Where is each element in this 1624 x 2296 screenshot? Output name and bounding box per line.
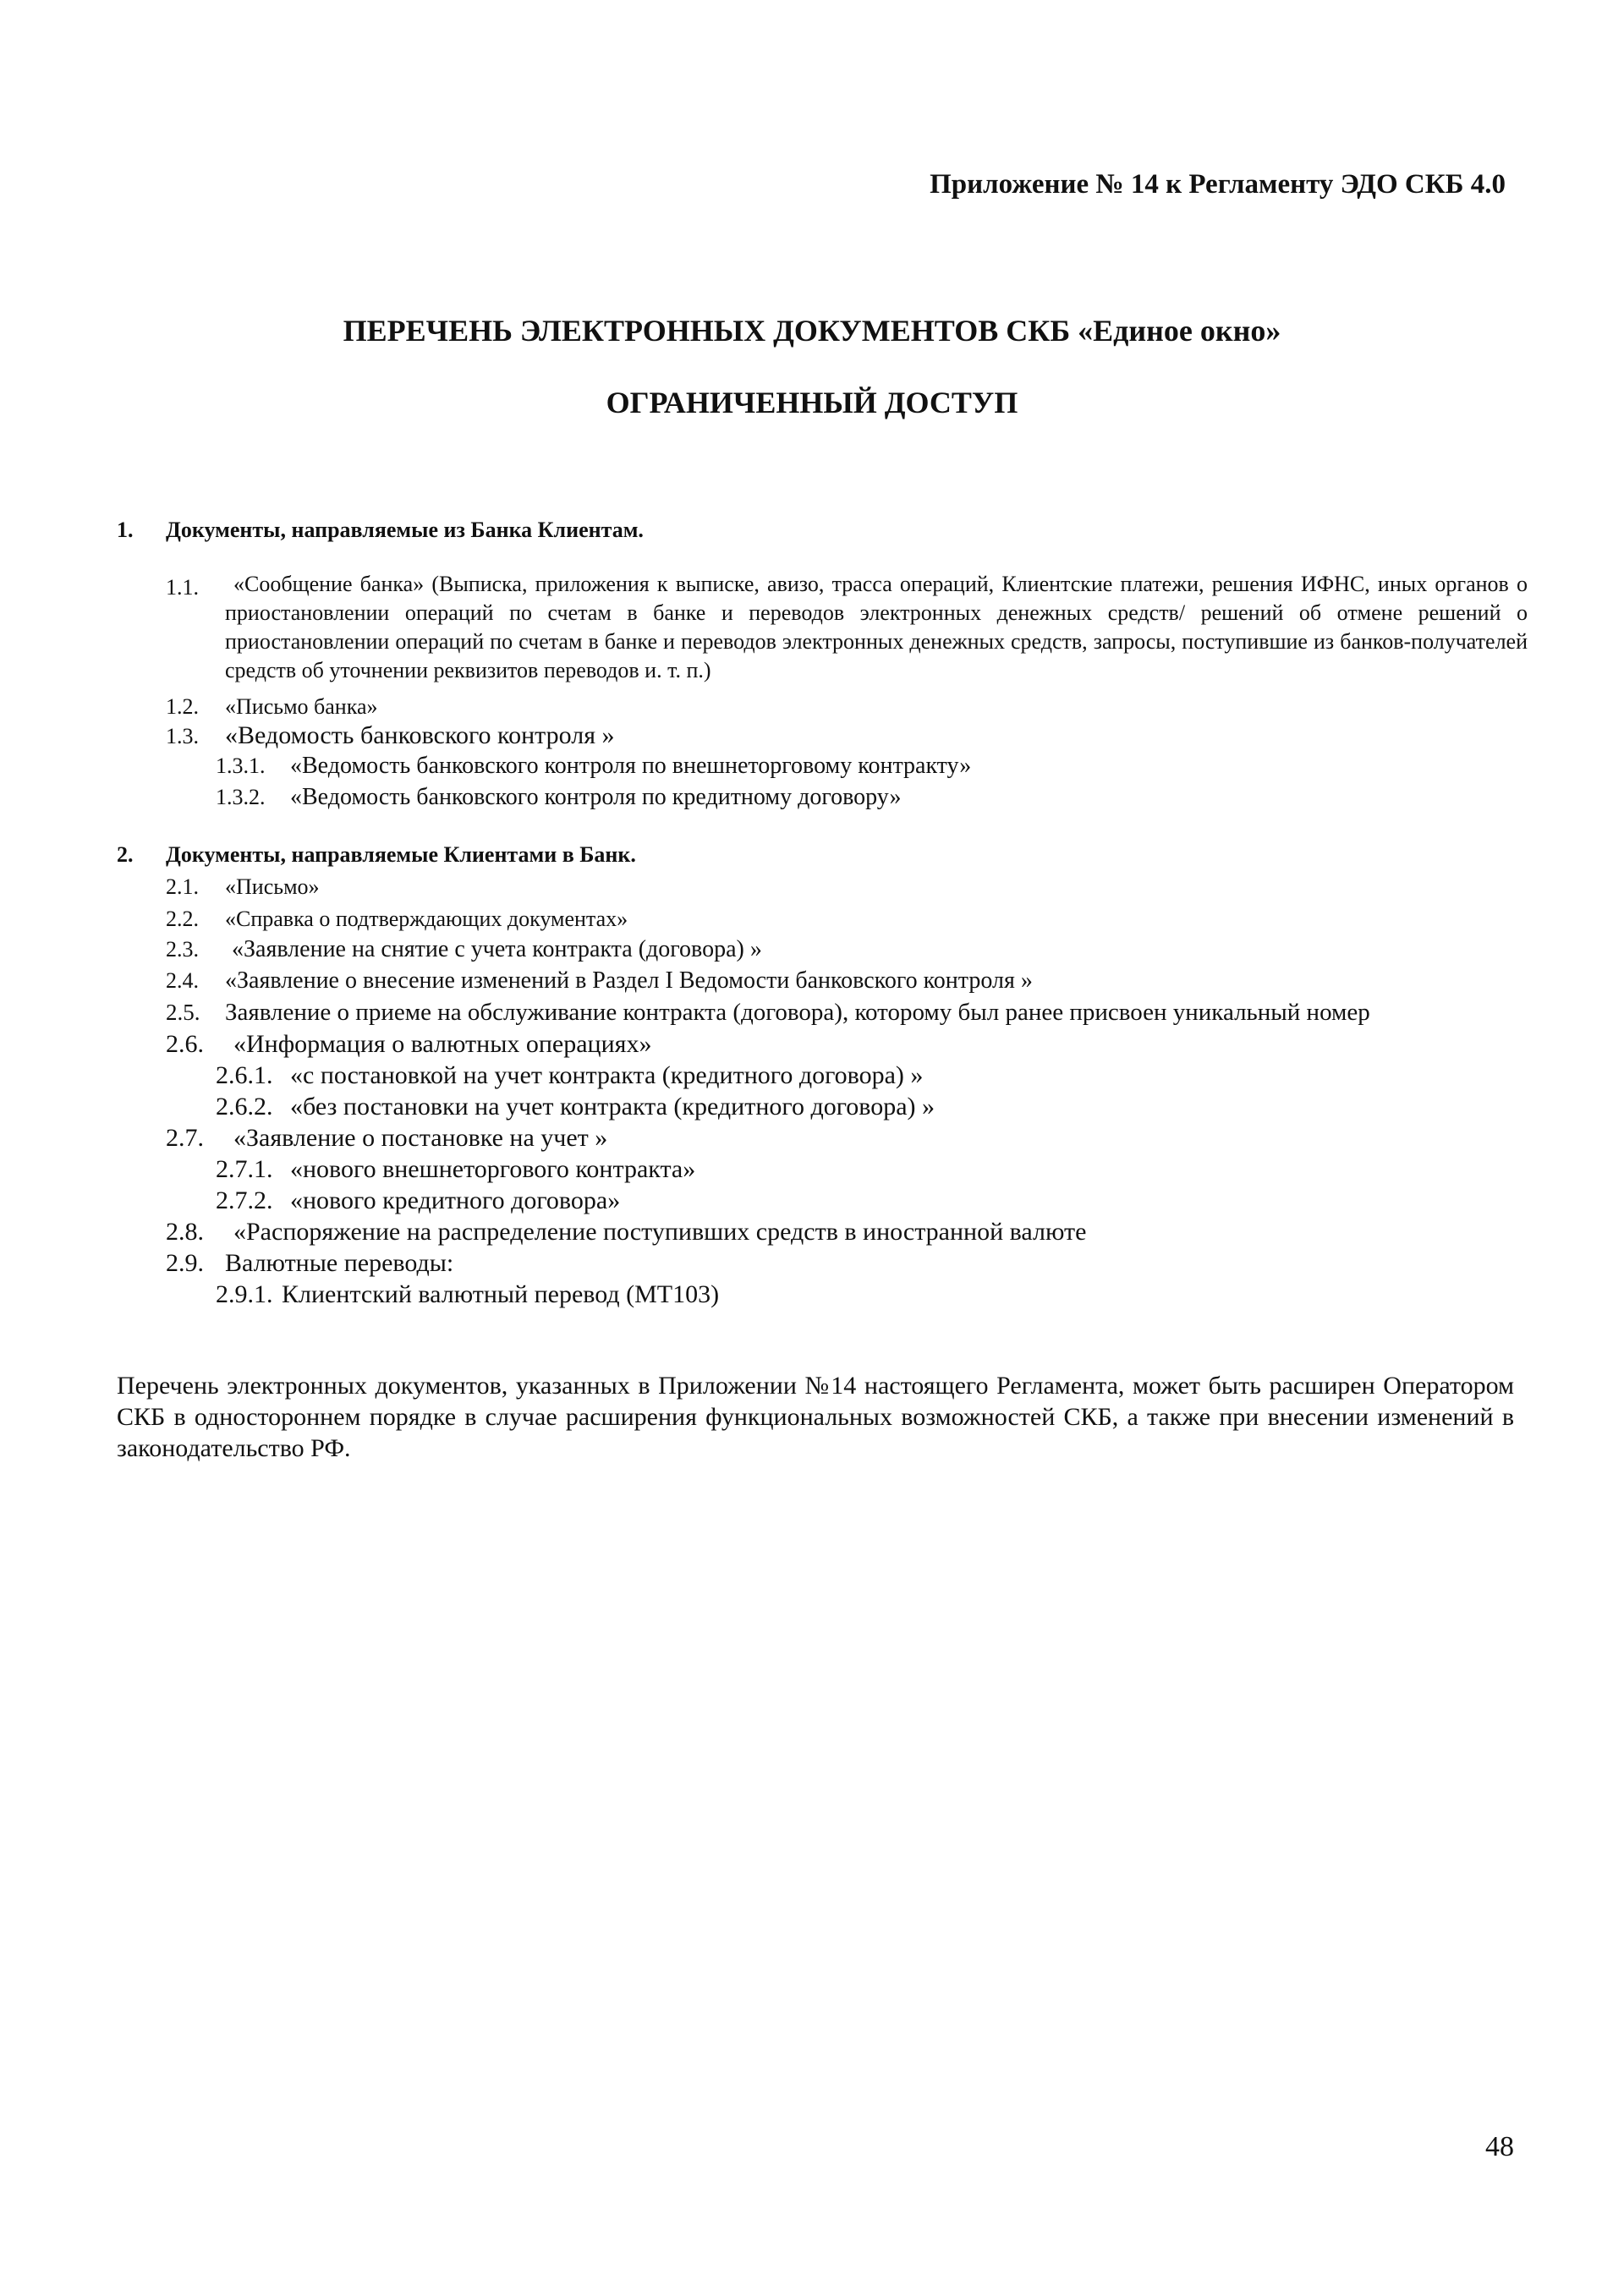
- item-text: Заявление о приеме на обслуживание контракта (договора), которому был ранее присвоен уникальный номер: [225, 999, 1370, 1026]
- item-text: «нового кредитного договора»: [290, 1186, 621, 1214]
- item-text: «Письмо»: [225, 874, 320, 899]
- item-text: «Ведомость банковского контроля по внешнеторговому контракту»: [290, 753, 972, 779]
- item-text: «Распоряжение на распределение поступивших средств в иностранной валюте: [233, 1218, 1087, 1246]
- document-subtitle: ОГРАНИЧЕННЫЙ ДОСТУП: [606, 386, 1018, 419]
- item-text: «Заявление о постановке на учет »: [233, 1124, 608, 1152]
- item-number: 2.6.1.: [216, 1061, 273, 1089]
- item-number: 2.3.: [166, 937, 199, 962]
- item-number: 2.6.2.: [216, 1093, 273, 1121]
- list-item: [216, 1094, 935, 1120]
- section-1-heading: [117, 518, 644, 543]
- item-number: 2.7.2.: [216, 1186, 273, 1214]
- item-text: Клиентский валютный перевод (МТ103): [282, 1280, 720, 1308]
- list-item: [216, 786, 902, 809]
- item-number: 2.1.: [166, 874, 199, 899]
- list-item: [166, 1251, 453, 1276]
- item-number: 2.9.1.: [216, 1280, 273, 1308]
- list-item: [166, 696, 378, 718]
- list-item: [166, 1000, 1370, 1025]
- list-item: [166, 908, 628, 930]
- list-item: [166, 1032, 651, 1057]
- item-number: 1.1.: [166, 575, 199, 600]
- item-text: «Заявление на снятие с учета контракта (договора) »: [232, 936, 762, 962]
- list-item: [216, 754, 971, 778]
- section-2-heading: [117, 842, 636, 868]
- item-number: 2.8.: [166, 1218, 204, 1246]
- list-item: [166, 1126, 607, 1151]
- list-item: [216, 1157, 695, 1182]
- item-text: «Ведомость банковского контроля по кредитному договору»: [290, 784, 902, 810]
- list-item: [166, 876, 320, 898]
- item-text: «Заявление о внесение изменений в Раздел I Ведомости банковского контроля »: [225, 967, 1033, 994]
- item-number: 2.2.: [166, 907, 199, 931]
- item-number: 2.7.: [166, 1124, 204, 1152]
- item-number: 2.5.: [166, 1000, 200, 1025]
- item-text: «Письмо банка»: [225, 694, 378, 719]
- list-item: [166, 723, 615, 748]
- list-item: [216, 1063, 923, 1088]
- section-number: 1.: [117, 518, 134, 542]
- closing-paragraph: Перечень электронных документов, указанных в Приложении №14 настоящего Регламента, может быть расширен Оператором СКБ в одностороннем порядке в случае расширения функциональных возможностей СКБ, а также при внесении изменений в законодательство РФ.: [117, 1372, 1514, 1462]
- page-number: 48: [1485, 2131, 1514, 2162]
- item-text: «Ведомость банковского контроля »: [225, 721, 615, 749]
- item-number: 1.2.: [166, 694, 199, 719]
- list-item: [166, 938, 762, 962]
- list-item-number: [166, 577, 199, 599]
- item-text: «нового внешнеторгового контракта»: [290, 1155, 696, 1183]
- item-number: 1.3.1.: [216, 753, 266, 778]
- list-item: [216, 1188, 620, 1214]
- section-title: Документы, направляемые Клиентами в Банк.: [166, 842, 636, 867]
- item-number: 2.7.1.: [216, 1155, 273, 1183]
- item-text: «Справка о подтверждающих документах»: [225, 907, 628, 931]
- list-item-text: «Сообщение банка» (Выписка, приложения к выписке, авизо, трасса операций, Клиентские платежи, решения ИФНС, иных органов о приостановлении операций по счетам в банке и переводов электронных денежных средств/ решений об отмене решений о приостановлении операций по счетам в банке и переводов электронных денежных средств, запросы, поступившие из банков-получателей средств об уточнении реквизитов переводов и. т. п.): [225, 572, 1528, 682]
- item-text: Валютные переводы:: [225, 1249, 454, 1277]
- item-number: 2.6.: [166, 1030, 204, 1058]
- list-item: [216, 1282, 719, 1307]
- appendix-header: Приложение № 14 к Регламенту ЭДО СКБ 4.0: [930, 169, 1506, 200]
- list-item: [166, 1219, 1086, 1245]
- item-text: «с постановкой на учет контракта (кредитного договора) »: [290, 1061, 924, 1089]
- section-title: Документы, направляемые из Банка Клиентам.: [166, 518, 644, 542]
- list-item: [166, 969, 1033, 993]
- document-title: ПЕРЕЧЕНЬ ЭЛЕКТРОННЫХ ДОКУМЕНТОВ СКБ «Единое окно»: [343, 314, 1281, 348]
- item-number: 1.3.: [166, 724, 199, 748]
- item-number: 1.3.2.: [216, 785, 266, 809]
- item-text: «Информация о валютных операциях»: [233, 1030, 652, 1058]
- item-number: 2.9.: [166, 1249, 204, 1277]
- item-number: 2.4.: [166, 968, 199, 993]
- section-number: 2.: [117, 842, 134, 867]
- item-text: «без постановки на учет контракта (кредитного договора) »: [290, 1093, 935, 1121]
